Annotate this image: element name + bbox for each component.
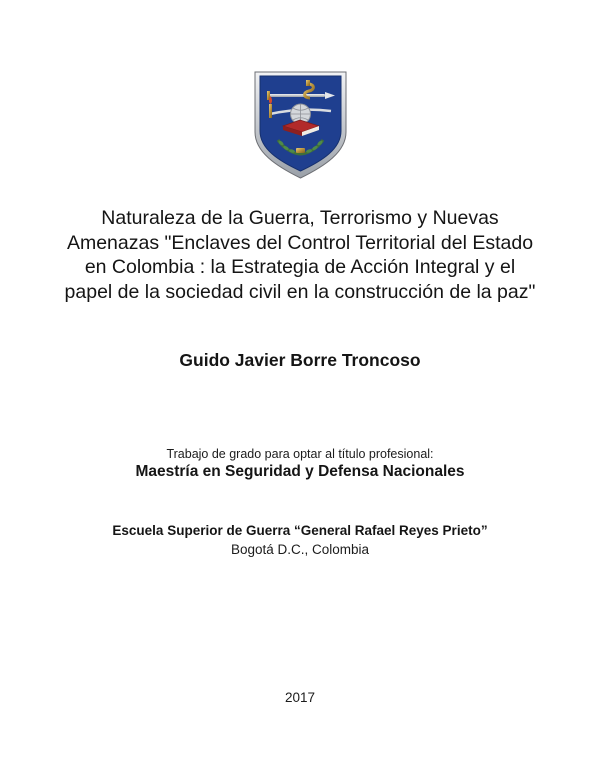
institution-crest: [253, 70, 348, 180]
degree-name: Maestría en Seguridad y Defensa Nacionales: [135, 463, 465, 480]
author-name: Guido Javier Borre Troncoso: [179, 350, 421, 370]
city-location: Bogotá D.C., Colombia: [230, 542, 370, 557]
escuela-superior-de-guerra-crest-icon: [253, 70, 348, 180]
school-name: Escuela Superior de Guerra “General Rafael Reyes Prieto”: [112, 523, 488, 538]
publication-year: 2017: [284, 690, 316, 705]
thesis-title: Naturaleza de la Guerra, Terrorismo y Nuevas Amenazas "Enclaves del Control Territorial del Estado en Colombia : la Estrategia de Acción Integral y el papel de la sociedad civil en la construcción de la paz": [64, 207, 536, 303]
degree-intro: Trabajo de grado para optar al título profesional:: [166, 447, 434, 461]
